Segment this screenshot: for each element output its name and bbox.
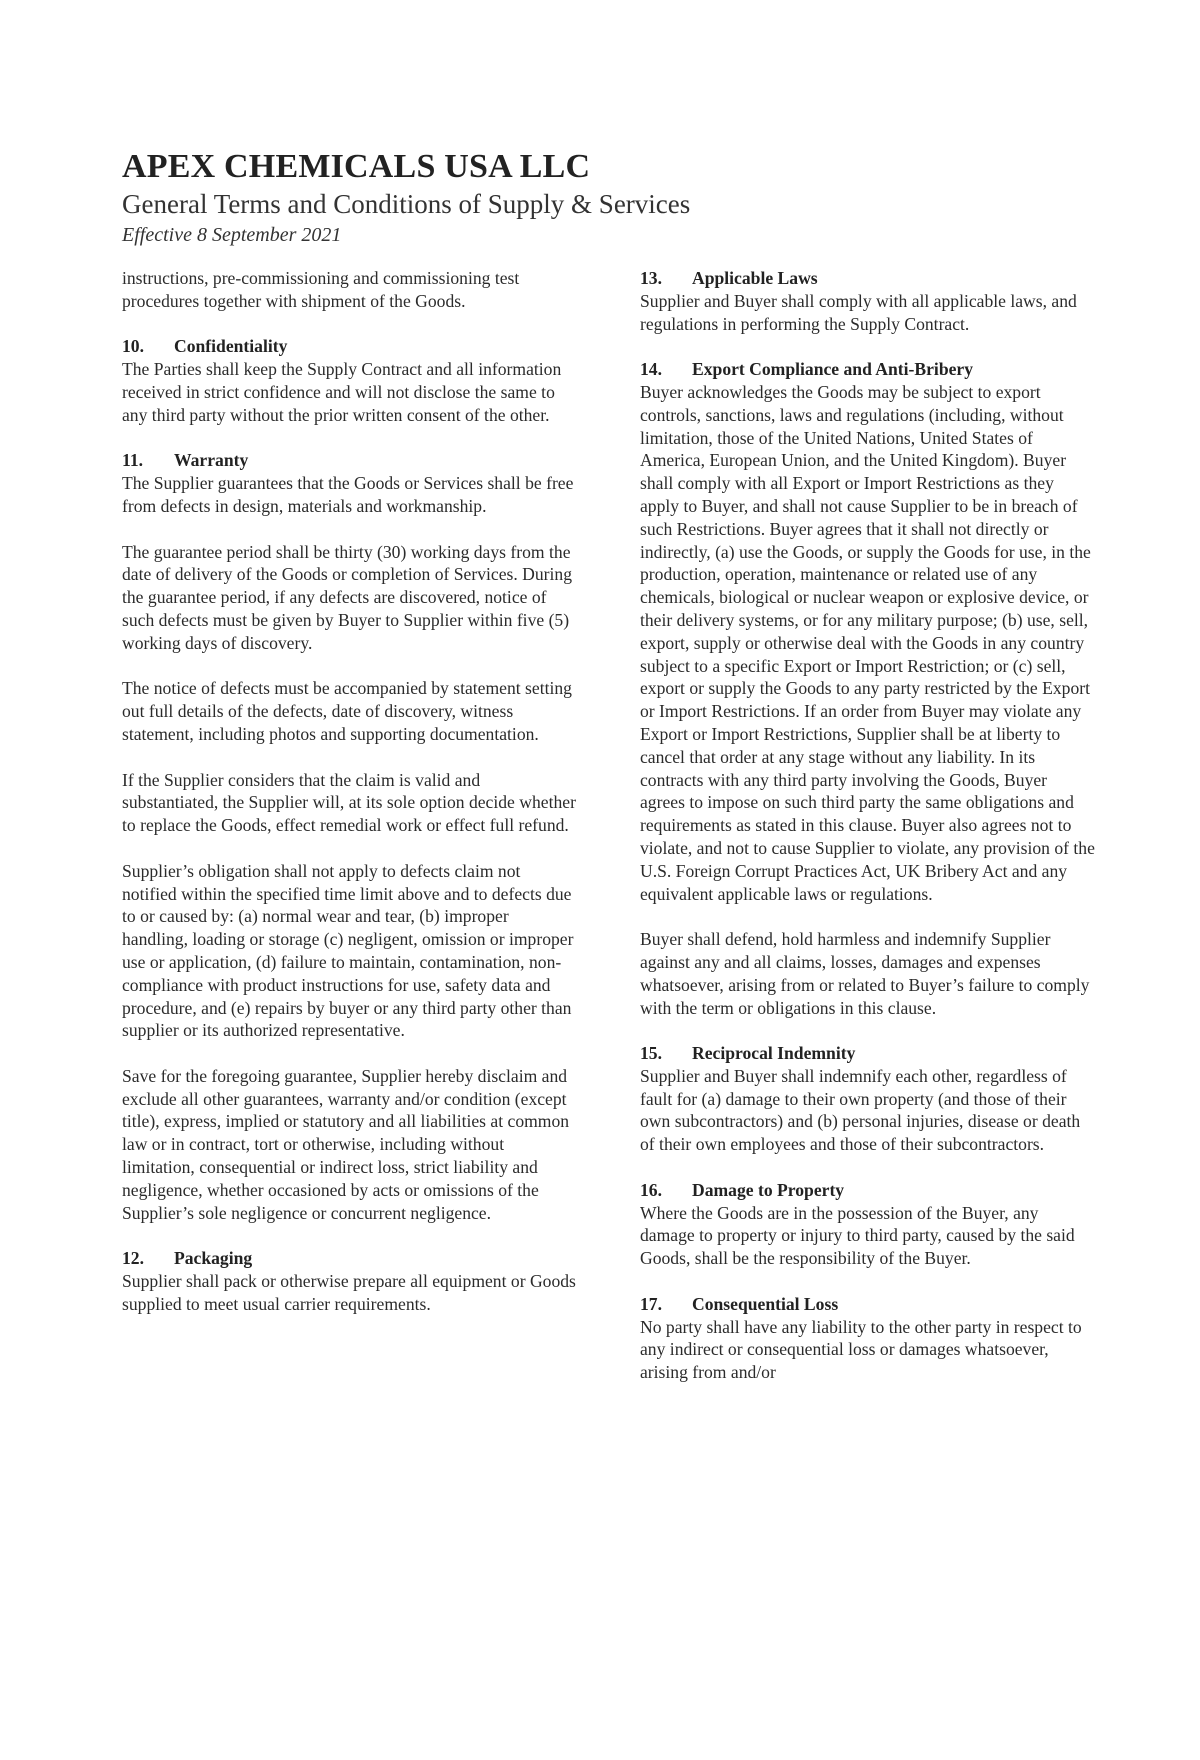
section-paragraph: Save for the foregoing guarantee, Supplier hereby disclaim and exclude all other guarantees, warranty and/or condition (except title), express, implied or statutory and all liabilities at common law or in contract, tort or otherwise, including without limitation, consequential or indirect loss, strict liability and negligence, whether occasioned by acts or omissions of the Supplier’s sole negligence or concurrent negligence. [122, 1065, 570, 1223]
section-paragraph: The Supplier guarantees that the Goods or Services shall be free from defects in design, materials and workmanship. [122, 473, 574, 516]
section-paragraph: If the Supplier considers that the claim is valid and substantiated, the Supplier will, at its sole option decide whether to replace the Goods, effect remedial work or effect full refund. [122, 769, 576, 836]
section-applicable-laws [640, 267, 1095, 335]
section-paragraph: The guarantee period shall be thirty (30) working days from the date of delivery of the Goods or completion of Services. During the guarantee period, if any defects are discovered, notice of such defects must be given by Buyer to Supplier within five (5) working days of discovery. [122, 541, 572, 653]
section-number: 16. [640, 1179, 662, 1200]
section-paragraph: Buyer acknowledges the Goods may be subject to export controls, sanctions, laws and regulations (including, without limitation, those of the United Nations, United States of America, European Union, and the United Kingdom). Buyer shall comply with all Export or Import Restrictions as they apply to Buyer, and shall not cause Supplier to be in breach of such Restrictions. Buyer agrees that it shall not directly or indirectly, (a) use the Goods, or supply the Goods for use, in the production, operation, maintenance or related use of any chemicals, biological or nuclear weapon or explosive device, or their delivery systems, or for any military purpose; (b) use, sell, export, supply or otherwise deal with the Goods in any country subject to a specific Export or Import Restriction; or (c) sell, export or supply the Goods to any party restricted by the Export or Import Restrictions. If an order from Buyer may violate any Export or Import Restrictions, Supplier shall be at liberty to cancel that order at any stage without any liability. In its contracts with any third party involving the Goods, Buyer agrees to impose on such third party the same obligations and requirements as stated in this clause. Buyer also agrees not to violate, and not to cause Supplier to violate, any provision of the U.S. Foreign Corrupt Practices Act, UK Bribery Act and any equivalent applicable laws or regulations. [640, 381, 1095, 904]
section-paragraph: Supplier shall pack or otherwise prepare all equipment or Goods supplied to meet usual carrier requirements. [122, 1271, 576, 1314]
right-column [640, 267, 1095, 1407]
document-header [122, 148, 1082, 248]
section-title: Reciprocal Indemnity [692, 1043, 856, 1064]
section-export-compliance [640, 358, 1095, 905]
section-paragraph: The notice of defects must be accompanied by statement setting out full details of the defects, date of discovery, witness statement, including photos and supporting documentation. [122, 678, 572, 744]
section-title: Confidentiality [174, 336, 288, 357]
effective-date: Effective 8 September 2021 [122, 224, 342, 246]
section-heading [122, 449, 577, 472]
section-title: Consequential Loss [692, 1293, 839, 1314]
section-reciprocal-indemnity [640, 1042, 1095, 1156]
section-title: Warranty [174, 450, 249, 471]
section-heading [122, 335, 577, 358]
section-paragraph: Supplier and Buyer shall indemnify each other, regardless of fault for (a) damage to their own property (and those of their own subcontractors) and (b) personal injuries, disease or death of their own employees and those of their subcontractors. [640, 1065, 1081, 1155]
section-number: 17. [640, 1293, 662, 1314]
section-title: Packaging [174, 1248, 253, 1269]
section-confidentiality [122, 335, 577, 426]
section-heading [640, 1293, 1095, 1316]
section-paragraph: No party shall have any liability to the other party in respect to any indirect or consequential loss or damages whatsoever, arising from and/or [640, 1316, 1082, 1383]
section-title: Applicable Laws [692, 268, 818, 288]
section-heading [640, 1042, 1095, 1065]
section-warranty [122, 449, 577, 517]
section-number: 11. [122, 450, 144, 471]
section-paragraph: The Parties shall keep the Supply Contract and all information received in strict confidence and will not disclose the same to any third party without the prior written consent of the other. [122, 359, 562, 425]
section-title: Damage to Property [692, 1179, 845, 1200]
left-column [122, 267, 577, 1338]
section-damage-to-property [640, 1179, 1095, 1270]
company-name: APEX CHEMICALS USA LLC [122, 148, 591, 185]
section-packaging [122, 1247, 577, 1315]
section-number: 12. [122, 1248, 144, 1269]
section-paragraph: Supplier’s obligation shall not apply to defects claim not notified within the specified time limit above and to defects due to or caused by: (a) normal wear and tear, (b) improper handling, loading or storage (c) negligent, omission or improper use or application, (d) failure to maintain, contamination, non-compliance with product instructions for use, safety data and procedure, and (e) repairs by buyer or any third party other than supplier or its authorized representative. [122, 860, 574, 1041]
section-paragraph: Supplier and Buyer shall comply with all applicable laws, and regulations in performing the Supply Contract. [640, 290, 1077, 334]
section-number: 14. [640, 359, 662, 380]
section-heading [640, 1179, 1095, 1202]
section-number: 10. [122, 336, 144, 357]
section-title: Export Compliance and Anti-Bribery [692, 359, 974, 380]
section-paragraph: Where the Goods are in the possession of the Buyer, any damage to property or injury to third party, caused by the said Goods, shall be the responsibility of the Buyer. [640, 1202, 1075, 1269]
section-paragraph: Buyer shall defend, hold harmless and indemnify Supplier against any and all claims, losses, damages and expenses whatsoever, arising from or related to Buyer’s failure to comply with the term or obligations in this clause. [640, 929, 1090, 1018]
document-title: General Terms and Conditions of Supply & Services [122, 189, 691, 219]
section-heading [640, 267, 1095, 290]
continued-paragraph: instructions, pre-commissioning and commissioning test procedures together with shipment of the Goods. [122, 268, 520, 311]
section-number: 13. [640, 268, 662, 288]
section-heading [122, 1247, 577, 1270]
section-number: 15. [640, 1043, 662, 1064]
section-heading [640, 358, 1095, 381]
section-consequential-loss [640, 1293, 1095, 1384]
